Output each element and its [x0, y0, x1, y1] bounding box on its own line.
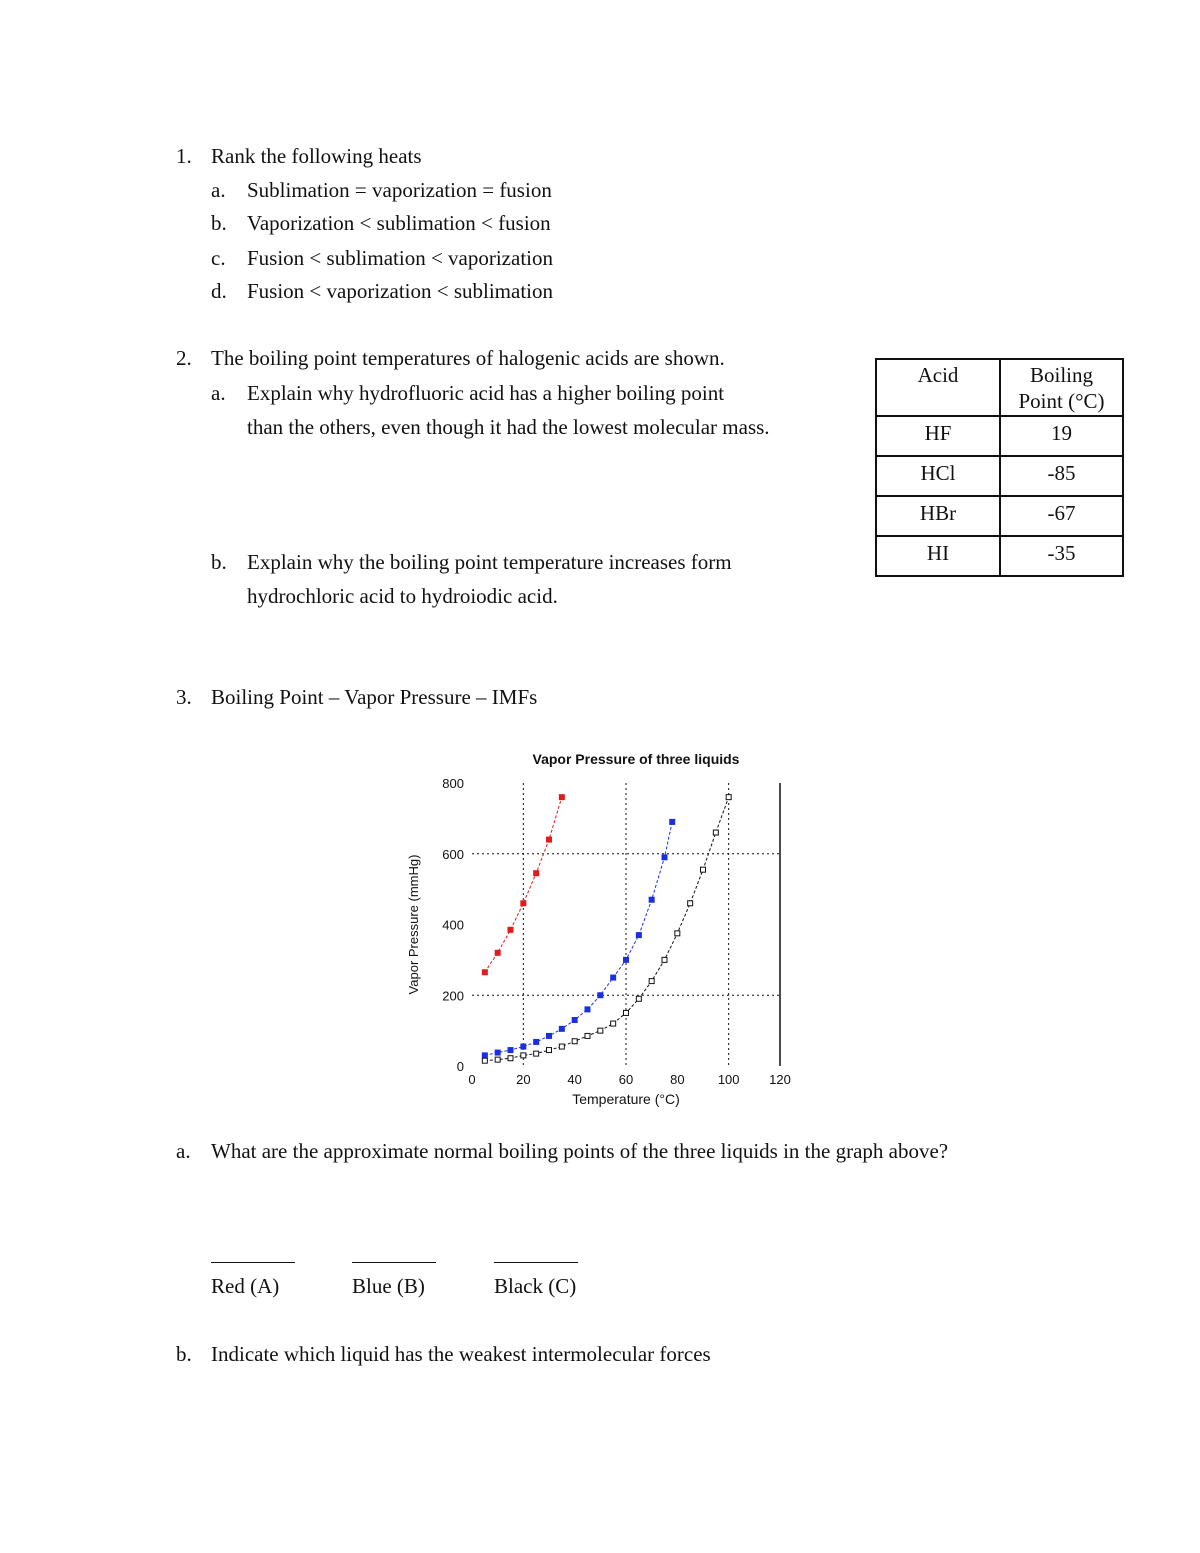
q1-prompt: Rank the following heats: [211, 144, 422, 168]
q2b-letter: b.: [211, 550, 227, 574]
bp-cell: -85: [1000, 456, 1123, 496]
q2a-line1: Explain why hydrofluoric acid has a higher boiling point: [247, 381, 725, 405]
q1-option-c: Fusion < sublimation < vaporization: [247, 246, 553, 270]
data-point: [547, 837, 552, 842]
data-point: [649, 979, 654, 984]
data-point: [585, 1033, 590, 1038]
data-point: [598, 1028, 603, 1033]
q3b-question: Indicate which liquid has the weakest intermolecular forces: [211, 1342, 711, 1366]
q1-number: 1.: [176, 144, 192, 168]
q2-prompt: The boiling point temperatures of halogenic acids are shown.: [211, 346, 725, 370]
x-tick-label: 0: [468, 1072, 476, 1087]
q1-option-d: Fusion < vaporization < sublimation: [247, 279, 553, 303]
q3-prompt: Boiling Point – Vapor Pressure – IMFs: [211, 685, 538, 709]
q3a-letter: a.: [176, 1139, 191, 1163]
data-point: [572, 1039, 577, 1044]
data-point: [534, 1051, 539, 1056]
q2b-line2: hydrochloric acid to hydroiodic acid.: [247, 584, 558, 608]
table-header-boiling-point: Boiling Point (°C): [1000, 359, 1123, 416]
q1-option-d-letter: d.: [211, 279, 227, 303]
acid-cell: HBr: [876, 496, 1000, 536]
data-point: [547, 1033, 552, 1038]
table-row: [876, 496, 1123, 536]
data-point: [547, 1048, 552, 1053]
x-tick-label: 40: [567, 1072, 582, 1087]
y-tick-label: 200: [442, 988, 464, 1004]
data-point: [624, 1010, 629, 1015]
bp-cell: -67: [1000, 496, 1123, 536]
q3a-question: What are the approximate normal boiling points of the three liquids in the graph above?: [211, 1139, 949, 1163]
table-header-acid: Acid: [876, 359, 1000, 416]
data-point: [611, 1021, 616, 1026]
answer-label-red: Red (A): [211, 1274, 280, 1298]
data-point: [482, 1053, 487, 1058]
bp-cell: -35: [1000, 536, 1123, 576]
data-point: [598, 993, 603, 998]
answer-label-black: Black (C): [494, 1274, 577, 1298]
data-point: [572, 1018, 577, 1023]
data-point: [649, 897, 654, 902]
x-tick-label: 120: [769, 1072, 791, 1087]
q1-option-a-letter: a.: [211, 178, 226, 202]
data-point: [495, 1050, 500, 1055]
q3b-letter: b.: [176, 1342, 192, 1366]
data-point: [559, 1044, 564, 1049]
y-axis-label: Vapor Pressure (mmHg): [406, 854, 421, 995]
data-point: [611, 975, 616, 980]
q1-option-c-letter: c.: [211, 246, 226, 270]
y-tick-label: 800: [442, 776, 464, 791]
y-tick-label: 400: [442, 917, 464, 933]
x-axis-label: Temperature (°C): [572, 1091, 680, 1107]
x-tick-label: 80: [670, 1072, 685, 1087]
table-row: [876, 536, 1123, 576]
data-point: [508, 1056, 513, 1061]
data-point: [521, 901, 526, 906]
y-tick-label: 0: [456, 1059, 464, 1074]
data-point: [624, 957, 629, 962]
q2b-line1: Explain why the boiling point temperature increases form: [247, 550, 732, 574]
data-point: [508, 1048, 513, 1053]
table-header-row: [876, 359, 1123, 416]
x-tick-label: 20: [516, 1072, 531, 1087]
q1-option-b-letter: b.: [211, 211, 227, 235]
acid-cell: HI: [876, 536, 1000, 576]
data-point: [701, 867, 706, 872]
data-point: [713, 830, 718, 835]
q2a-line2: than the others, even though it had the lowest molecular mass.: [247, 415, 770, 439]
data-point: [534, 871, 539, 876]
q1-option-b: Vaporization < sublimation < fusion: [247, 211, 551, 235]
data-point: [636, 996, 641, 1001]
data-point: [534, 1039, 539, 1044]
answer-blank-black[interactable]: [494, 1262, 578, 1263]
q1-option-a: Sublimation = vaporization = fusion: [247, 178, 552, 202]
answer-blank-red[interactable]: [211, 1262, 295, 1263]
bp-cell: 19: [1000, 416, 1123, 456]
acid-cell: HCl: [876, 456, 1000, 496]
data-point: [726, 795, 731, 800]
series-line-1: [485, 822, 672, 1055]
q2a-letter: a.: [211, 381, 226, 405]
x-tick-label: 100: [717, 1072, 740, 1087]
data-point: [559, 795, 564, 800]
y-tick-label: 600: [442, 846, 464, 862]
vapor-pressure-chart: [400, 740, 820, 1120]
data-point: [559, 1026, 564, 1031]
x-tick-label: 60: [618, 1072, 634, 1087]
data-point: [495, 950, 500, 955]
data-point: [662, 855, 667, 860]
data-point: [508, 927, 513, 932]
data-point: [585, 1007, 590, 1012]
table-row: [876, 456, 1123, 496]
data-point: [521, 1053, 526, 1058]
acid-cell: HF: [876, 416, 1000, 456]
data-point: [662, 957, 667, 962]
data-point: [670, 819, 675, 824]
answer-label-blue: Blue (B): [352, 1274, 425, 1298]
data-point: [495, 1057, 500, 1062]
chart-title: Vapor Pressure of three liquids: [532, 751, 740, 767]
data-point: [482, 1058, 487, 1063]
boiling-point-table: [875, 358, 1124, 577]
series-line-2: [485, 797, 729, 1061]
data-point: [675, 931, 680, 936]
data-point: [521, 1044, 526, 1049]
data-point: [482, 970, 487, 975]
data-point: [636, 933, 641, 938]
q2-number: 2.: [176, 346, 192, 370]
data-point: [688, 901, 693, 906]
q3-number: 3.: [176, 685, 192, 709]
answer-blank-blue[interactable]: [352, 1262, 436, 1263]
table-row: [876, 416, 1123, 456]
